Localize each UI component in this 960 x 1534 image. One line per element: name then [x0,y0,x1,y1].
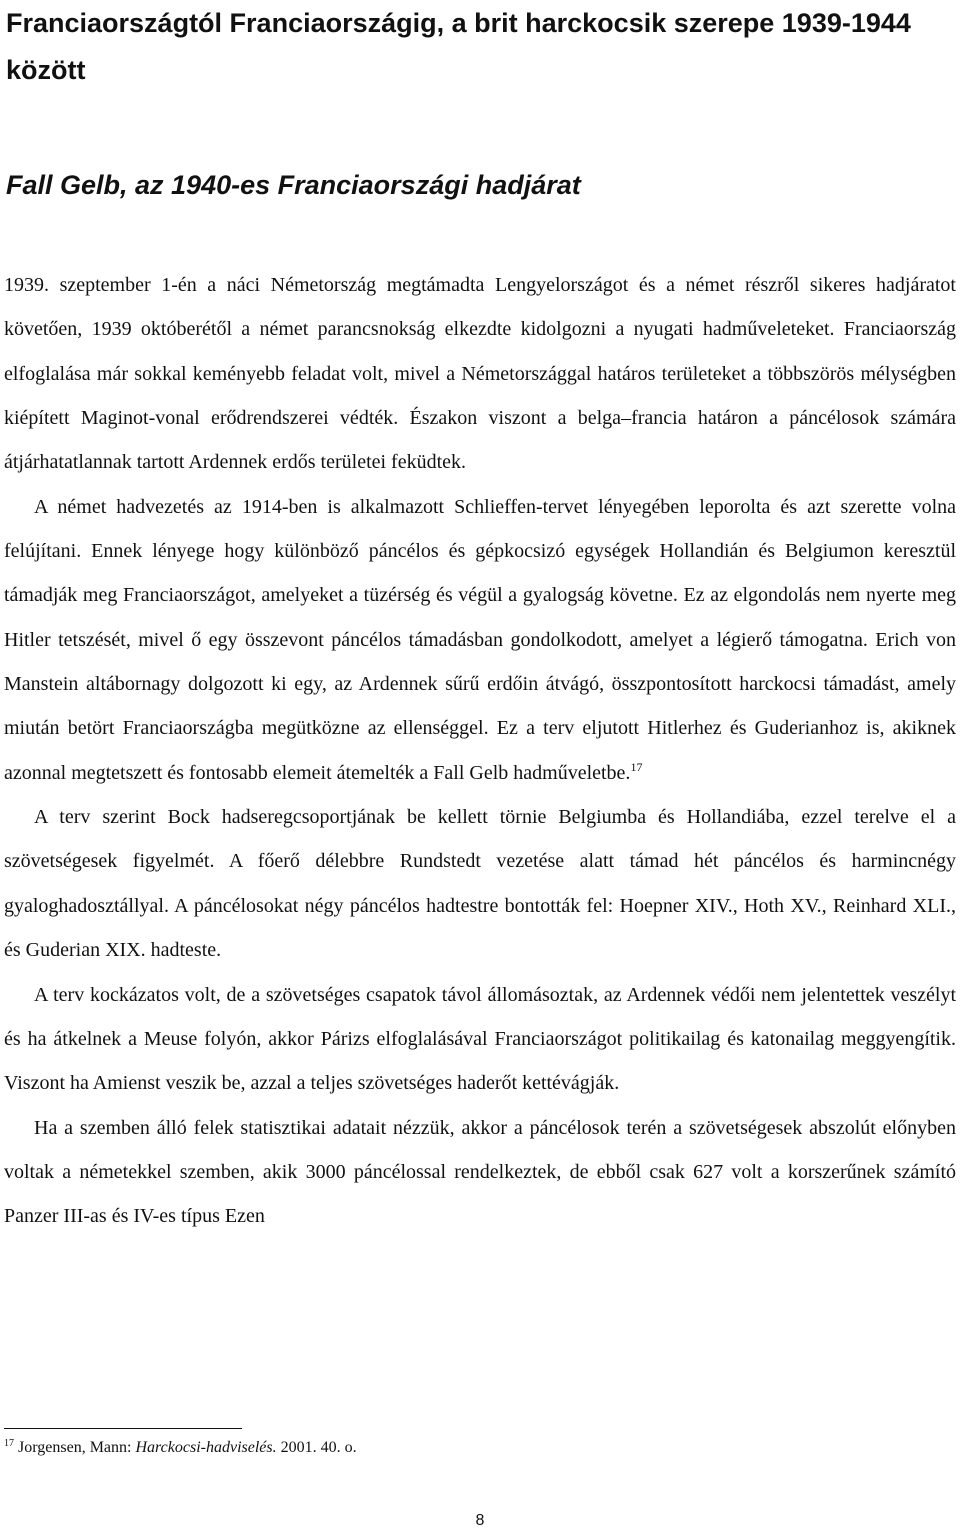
paragraph-1: 1939. szeptember 1-én a náci Németország megtámadta Lengyelországot és a német részről sikeres hadjáratot követően, 1939 októberétől a német parancsnokság elkezdte kidolgozni a nyugati hadműveleteket. Franciaország elfoglalása már sokkal keményebb feladat volt, mivel a Németországgal határos területeket a többszörös mélységben kiépített Maginot-vonal erődrendszerei védték. Északon viszont a belga–francia határon a páncélosok számára átjárhatatlannak tartott Ardennek erdős területei feküdtek. [4,274,956,474]
footnote-number: 17 [4,1438,14,1449]
footnote [4,1436,944,1460]
footnote-reference[interactable]: 17 [630,759,643,774]
paragraph-5: Ha a szemben álló felek statisztikai adatait nézzük, akkor a páncélosok terén a szövetségesek abszolút előnyben voltak a németekkel szemben, akik 3000 páncélossal rendelkeztek, de ebből csak 627 volt a korszerűnek számító Panzer III-as és IV-es típus Ezen [4,1116,956,1228]
body-text [4,263,956,1239]
paragraph-3: A terv szerint Bock hadseregcsoportjának be kellett törnie Belgiumba és Hollandiába, ezzel terelve el a szövetségesek figyelmét. A főerő délebbre Rundstedt vezetése alatt támad hét páncélos és harmincnégy gyaloghadosztállyal. A páncélosokat négy páncélos hadtestre bontották fel: Hoepner XIV., Hoth XV., Reinhard XLI., és Guderian XIX. hadteste. [4,806,956,962]
footnote-authors: Jorgensen, Mann: [18,1439,136,1456]
footnote-divider [4,1428,242,1429]
paragraph-4: A terv kockázatos volt, de a szövetséges csapatok távol állomásoztak, az Ardennek védői nem jelentettek veszélyt és ha átkelnek a Meuse folyón, akkor Párizs elfoglalásával Franciaországot politikailag és katonailag meggyengítik. Viszont ha Amienst veszik be, azzal a teljes szövetséges haderőt kettévágják. [4,983,956,1095]
document-title: Franciaországtól Franciaországig, a brit harckocsik szerepe 1939-1944 között [6,8,911,85]
paragraph-2: A német hadvezetés az 1914-ben is alkalmazott Schlieffen-tervet lényegében leporolta és azt szerette volna felújítani. Ennek lényege hogy különböző páncélos és gépkocsizó egységek Hollandián és Belgiumon keresztül támadják meg Franciaországot, amelyeket a tüzérség és végül a gyalogság követne. Ez az elgondolás nem nyerte meg Hitler tetszését, mivel ő egy összevont páncélos támadásban gondolkodott, amelyet a légierő támogatna. Erich von Manstein altábornagy dolgozott ki egy, az Ardennek sűrű erdőin átvágó, összpontosított harckocsi támadást, amely miután betört Franciaországba megütközne az ellenséggel. Ez a terv eljutott Hitlerhez és Guderianhoz is, akiknek azonnal megtetszett és fontosabb elemeit átemelték a Fall Gelb hadműveletbe.$^{17}$ [4,495,956,784]
section-subtitle: Fall Gelb, az 1940-es Franciaországi hadjárat [6,170,581,200]
page-number: 8 [475,1512,485,1529]
footnote-work-title: Harckocsi-hadviselés. [135,1439,277,1456]
footnote-details: 2001. 40. o. [276,1439,357,1456]
